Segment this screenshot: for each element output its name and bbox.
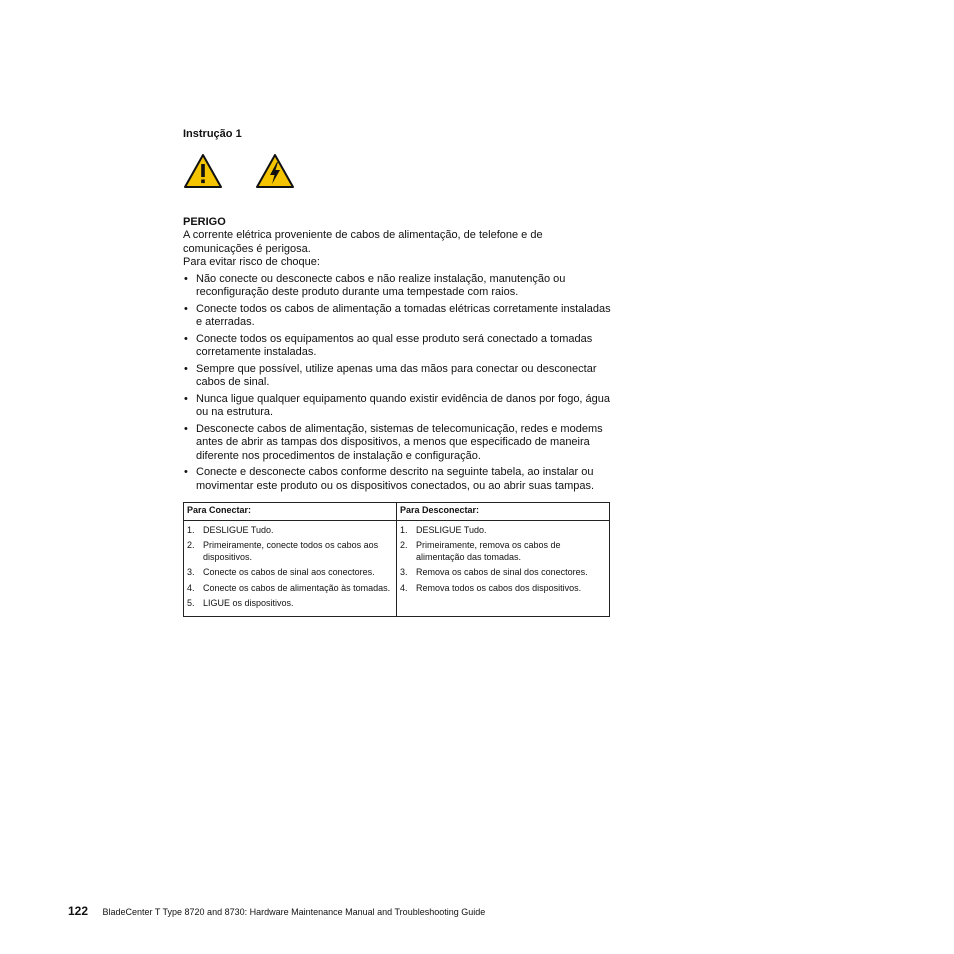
list-item-text: Sempre que possível, utilize apenas uma das mãos para conectar ou desconectar cabos de sinal. — [196, 362, 597, 388]
connect-steps-list — [187, 525, 393, 610]
statement-title: Instrução 1 — [183, 128, 242, 140]
electrical-hazard-icon — [255, 153, 295, 189]
page-number: 122 — [68, 904, 89, 918]
step-text: Remova todos os cabos dos dispositivos. — [416, 582, 582, 593]
list-item — [400, 583, 606, 595]
list-item — [183, 303, 613, 330]
list-item-text: Conecte e desconecte cabos conforme descrito na seguinte tabela, ao instalar ou movimentar este produto ou os dispositivos conectados, ou ao abrir suas tampas. — [196, 466, 595, 492]
list-item — [187, 598, 393, 610]
disconnect-steps-cell — [397, 520, 610, 616]
list-item — [187, 540, 393, 563]
step-number: 4. — [400, 582, 408, 593]
hazard-icons — [183, 153, 613, 189]
list-item — [183, 363, 613, 390]
page-footer — [68, 902, 485, 920]
safety-statement — [183, 127, 613, 617]
step-text: DESLIGUE Tudo. — [416, 524, 487, 535]
connect-disconnect-table — [183, 502, 610, 617]
list-item-text: Conecte todos os cabos de alimentação a tomadas elétricas corretamente instaladas e aterradas. — [196, 302, 611, 328]
connect-steps-cell — [184, 520, 397, 616]
disconnect-steps-list — [400, 525, 606, 595]
step-number: 2. — [187, 540, 195, 550]
step-number: 3. — [187, 567, 195, 577]
step-number: 4. — [187, 582, 195, 593]
step-text: LIGUE os dispositivos. — [203, 598, 294, 608]
step-number: 5. — [187, 598, 195, 608]
list-item-text: Nunca ligue qualquer equipamento quando existir evidência de danos por fogo, água ou na estrutura. — [196, 392, 611, 418]
bullet-mark: • — [184, 332, 188, 345]
list-item — [400, 525, 606, 537]
list-item-text: Não conecte ou desconecte cabos e não realize instalação, manutenção ou reconfiguração deste produto durante uma tempestade com raios. — [196, 272, 566, 298]
bullet-mark: • — [184, 392, 188, 405]
list-item — [400, 567, 606, 579]
list-item — [183, 273, 613, 300]
list-item — [187, 525, 393, 537]
connect-column-header: Para Conectar: — [184, 503, 397, 521]
document-title: BladeCenter T Type 8720 and 8730: Hardware Maintenance Manual and Troubleshooting Guide — [102, 907, 486, 917]
list-item — [183, 333, 613, 360]
bullet-mark: • — [184, 272, 188, 285]
bullet-mark: • — [184, 466, 188, 478]
step-number: 2. — [400, 540, 408, 550]
table-header-row — [184, 503, 610, 521]
list-item-text: Conecte todos os equipamentos ao qual esse produto será conectado a tomadas corretamente instaladas. — [196, 332, 593, 358]
danger-label: PERIGO — [183, 216, 226, 228]
list-item — [187, 567, 393, 579]
list-item — [400, 540, 606, 563]
bullet-mark: • — [184, 362, 188, 375]
step-number: 3. — [400, 567, 408, 577]
step-number: 1. — [400, 524, 408, 535]
bullet-mark: • — [184, 422, 188, 435]
step-text: Conecte os cabos de sinal aos conectores. — [203, 567, 375, 577]
list-item — [187, 583, 393, 595]
intro-paragraph: A corrente elétrica proveniente de cabos de alimentação, de telefone e de comunicações é perigosa. — [183, 229, 543, 255]
step-text: Conecte os cabos de alimentação às tomadas. — [203, 582, 391, 593]
step-text: DESLIGUE Tudo. — [203, 524, 274, 535]
step-text: Primeiramente, remova os cabos de alimentação das tomadas. — [416, 540, 561, 562]
step-number: 1. — [187, 524, 195, 535]
disconnect-column-header: Para Desconectar: — [397, 503, 610, 521]
step-text: Remova os cabos de sinal dos conectores. — [416, 567, 588, 577]
caution-triangle-icon — [183, 153, 223, 189]
list-item — [183, 393, 613, 420]
bullet-mark: • — [184, 302, 188, 315]
table-row — [184, 520, 610, 616]
list-item-text: Desconecte cabos de alimentação, sistemas de telecomunicação, redes e modems antes de abrir as tampas dos dispositivos, a menos que especificado de maneira diferente nos procedimentos de instalação e configuração. — [196, 422, 603, 462]
list-item — [183, 466, 613, 493]
list-item — [183, 423, 613, 464]
lead-paragraph: Para evitar risco de choque: — [183, 256, 320, 268]
step-text: Primeiramente, conecte todos os cabos aos dispositivos. — [203, 540, 379, 562]
precaution-list — [183, 273, 613, 494]
